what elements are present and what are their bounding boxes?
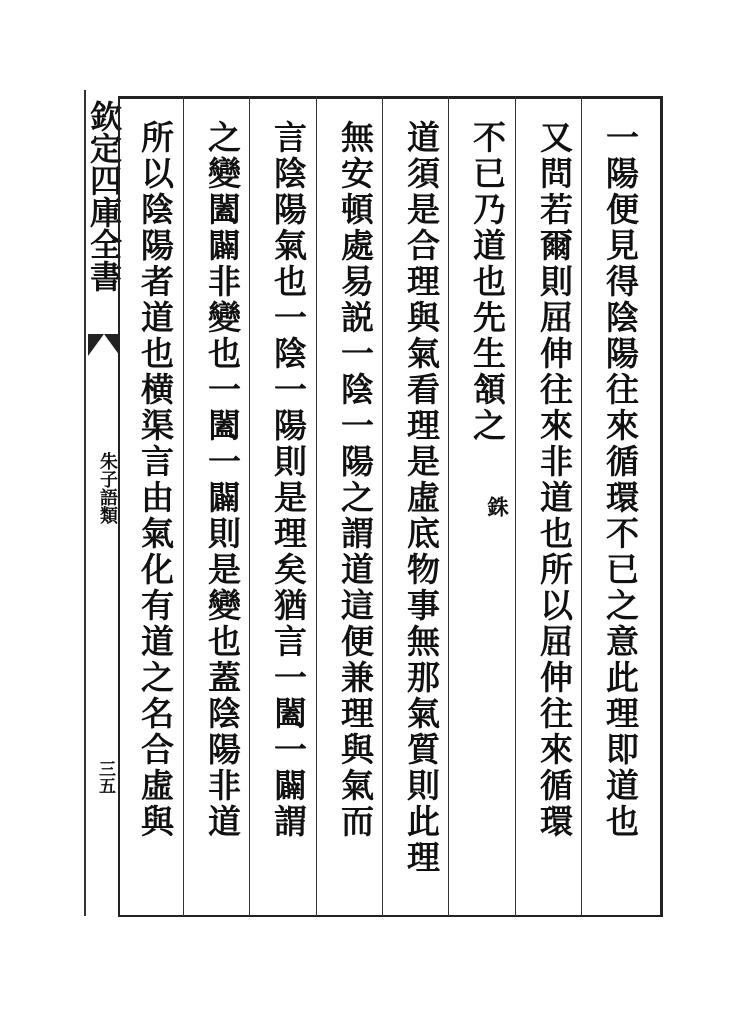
column-rule bbox=[581, 96, 582, 916]
fish-tail-mark bbox=[88, 334, 120, 356]
edge-book-title: 欽定四庫全書 bbox=[85, 100, 123, 292]
column-rule bbox=[316, 96, 317, 916]
text-column-8: 所以陰陽者道也横渠言由氣化有道之名合虛與 bbox=[136, 120, 175, 840]
text-column-4: 道須是合理與氣看理是虛底物事無那氣質則此理 bbox=[402, 120, 441, 876]
text-column-6: 言陰陽氣也一陰一陽則是理矣猶言一闔一闢謂 bbox=[269, 120, 308, 840]
text-column-3: 不已乃道也先生頷之 bbox=[468, 120, 507, 444]
column-rule bbox=[382, 96, 383, 916]
edge-page-number: 三五 bbox=[95, 760, 115, 794]
edge-chapter-title: 朱子語類 bbox=[97, 452, 118, 524]
column-rule bbox=[249, 96, 250, 916]
column-rule bbox=[448, 96, 449, 916]
text-column-7: 之變闔闢非變也一闔一闢則是變也蓋陰陽非道 bbox=[203, 120, 242, 840]
text-column-5: 無安頓處易説一陰一陽之謂道這便兼理與氣而 bbox=[336, 120, 375, 840]
column-rule bbox=[183, 96, 184, 916]
column-rule bbox=[515, 96, 516, 916]
attribution-note: 銖 bbox=[485, 496, 510, 517]
text-column-1: 一陽便見得陰陽往來循環不已之意此理即道也 bbox=[601, 120, 640, 840]
text-column-2: 又問若爾則屈伸往來非道也所以屈伸往來循環 bbox=[535, 120, 574, 840]
